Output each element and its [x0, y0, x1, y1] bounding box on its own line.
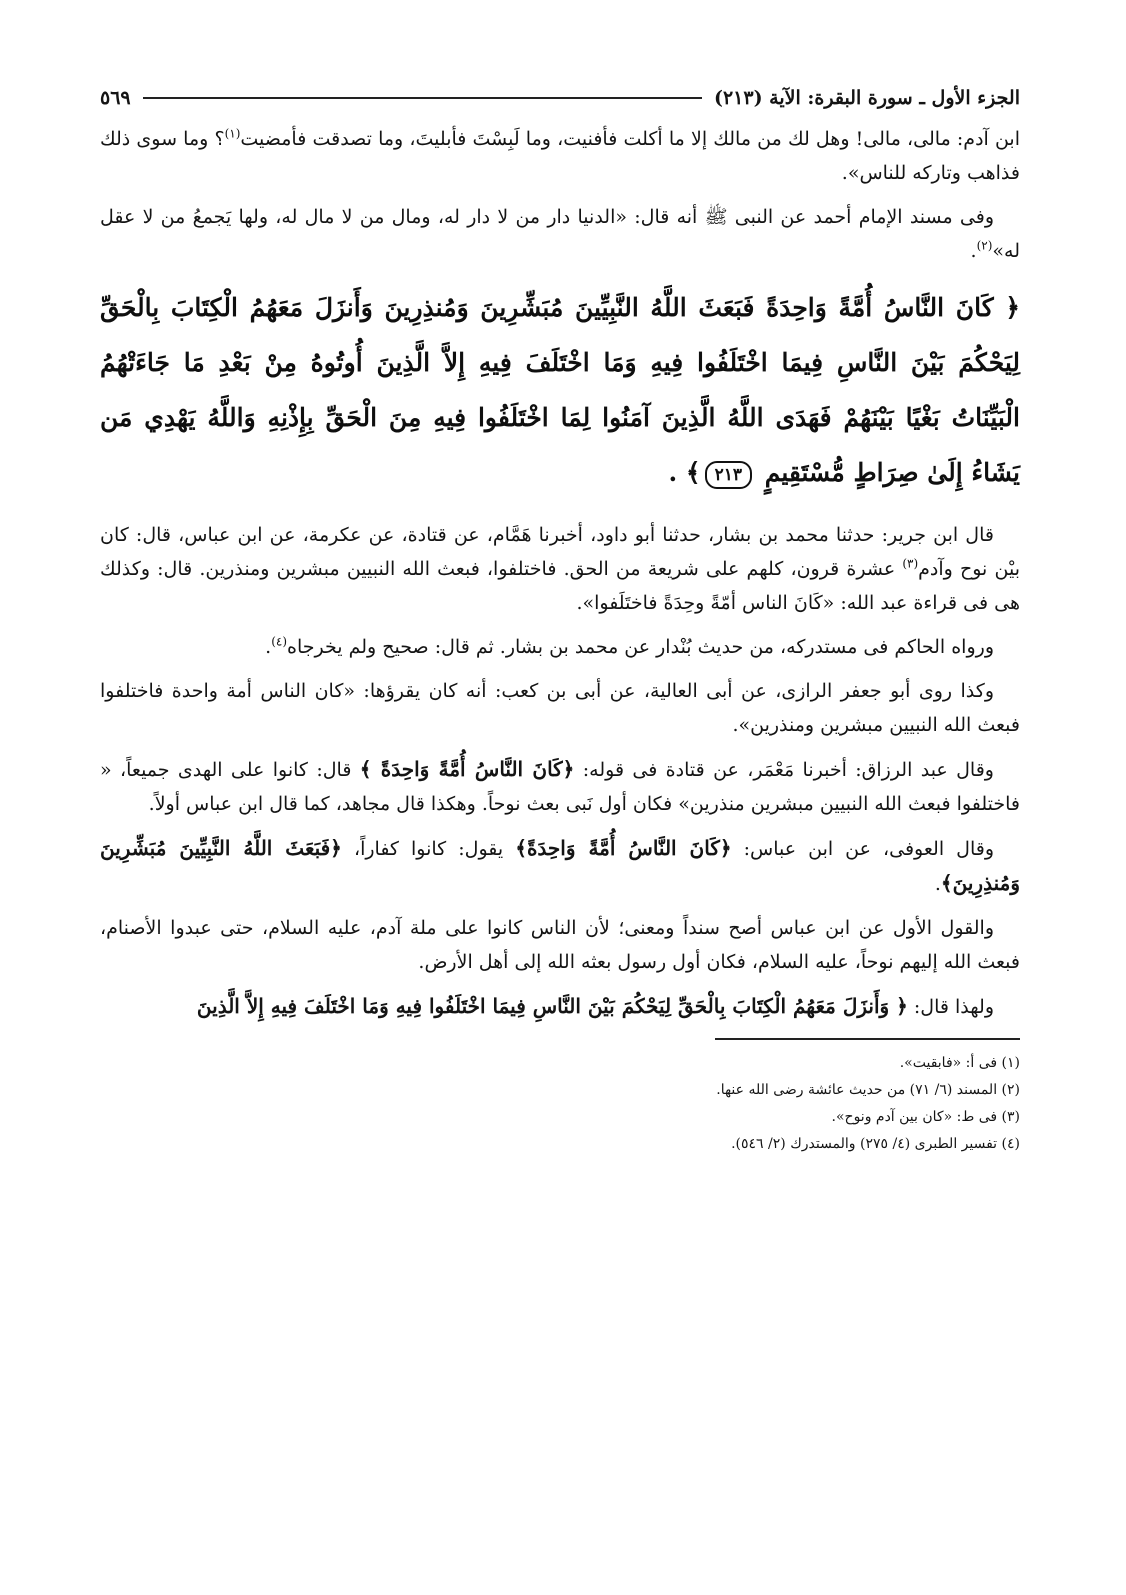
footnote-2: (٢) المسند (٦/ ٧١) من حديث عائشة رضى الله عنها. — [716, 1082, 1020, 1098]
paragraph-5 — [100, 674, 1020, 742]
footnotes — [100, 1050, 1020, 1158]
paragraph-4 — [100, 630, 1020, 664]
paragraph-9-text: ولهذا قال: — [907, 996, 994, 1018]
paragraph-9 — [100, 989, 1020, 1024]
paragraph-7-quran-quote-1: ﴿كَانَ النَّاسُ أُمَّةً وَاحِدَةً﴾ — [515, 836, 732, 860]
page-body — [100, 122, 1020, 1024]
footnote-ref-4: (٤) — [271, 634, 288, 649]
paragraph-8-text: والقول الأول عن ابن عباس أصح سنداً ومعنى؛ لأن الناس كانوا على ملة آدم، عليه السلام، حتى عبدوا الأصنام، فبعث الله إليهم نوحاً، عليه السلام، فكان أول رسول بعثه الله إلى أهل الأرض. — [100, 917, 1020, 973]
paragraph-6-quran-quote: ﴿كَانَ النَّاسُ أُمَّةً وَاحِدَةً ﴾ — [359, 757, 575, 781]
paragraph-6 — [100, 752, 1020, 821]
paragraph-7-text-a: وقال العوفى، عن ابن عباس: — [731, 838, 994, 860]
footnote-divider — [715, 1038, 1020, 1040]
book-page — [100, 78, 1020, 1158]
paragraph-1 — [100, 122, 1020, 190]
paragraph-1-tail: ؟ وما سوى ذلك فذاهب وتاركه للناس». — [100, 128, 1020, 184]
footnote-4: (٤) تفسير الطبرى (٤/ ٢٧٥) والمستدرك (٢/ ٥٤٦). — [731, 1136, 1020, 1152]
paragraph-9-quran-quote: ﴿ وَأَنزَلَ مَعَهُمُ الْكِتَابَ بِالْحَقِّ لِيَحْكُمَ بَيْنَ النَّاسِ فِيمَا اخْتَلَفُوا فِيهِ وَمَا اخْتَلَفَ فِيهِ إِلاَّ الَّذِينَ — [196, 994, 908, 1018]
paragraph-3 — [100, 518, 1020, 620]
footnote-ref-1: (١) — [224, 126, 241, 141]
footnote-ref-2: (٢) — [976, 238, 993, 253]
footnote-3: (٣) فى ط: «كان بين آدم ونوح». — [831, 1109, 1020, 1125]
verse-open-bracket: ﴿ — [1005, 293, 1020, 322]
header-rule — [143, 97, 702, 99]
paragraph-3-tail: عشرة قرون، كلهم على شريعة من الحق. فاختلفوا، فبعث الله النبيين مبشرين ومنذرين. قال: وكذلك هى فى قراءة عبد الله: «كَانَ الناس أمّةً وحِدَةً فاختَلَفوا». — [100, 558, 1020, 614]
running-header — [100, 78, 1020, 118]
header-title: الجزء الأول ـ سورة البقرة: الآية (٢١٣) — [713, 87, 1020, 109]
paragraph-4-text: ورواه الحاكم فى مستدركه، من حديث بُنْدار عن محمد بن بشار. ثم قال: صحيح ولم يخرجاه — [287, 636, 994, 658]
paragraph-5-text: وكذا روى أبو جعفر الرازى، عن أبى العالية، عن أبى بن كعب: أنه كان يقرؤها: «كان الناس أمة واحدة فاختلفوا فبعث الله النبيين مبشرين ومنذرين». — [100, 680, 1020, 736]
paragraph-7-text-c: . — [934, 873, 941, 895]
verse-close-bracket: ﴾ . — [668, 458, 701, 487]
verse-text: كَانَ النَّاسُ أُمَّةً وَاحِدَةً فَبَعَثَ اللَّهُ النَّبِيِّينَ مُبَشِّرِينَ وَمُنذِرِينَ وَأَنزَلَ مَعَهُمُ الْكِتَابَ بِالْحَقِّ لِيَحْكُمَ بَيْنَ النَّاسِ فِيمَا اخْتَلَفُوا فِيهِ وَمَا اخْتَلَفَ فِيهِ إِلاَّ الَّذِينَ أُوتُوهُ مِنْ بَعْدِ مَا جَاءَتْهُمُ الْبَيِّنَاتُ بَغْيًا بَيْنَهُمْ فَهَدَى اللَّهُ الَّذِينَ آمَنُوا لِمَا اخْتَلَفُوا فِيهِ مِنَ الْحَقِّ بِإِذْنِهِ وَاللَّهُ يَهْدِي مَن يَشَاءُ إِلَىٰ صِرَاطٍ مُّسْتَقِيمٍ — [100, 293, 1020, 487]
quran-verse-block — [100, 280, 1020, 500]
paragraph-3-text: قال ابن جرير: حدثنا محمد بن بشار، حدثنا أبو داود، أخبرنا هَمَّام، عن قتادة، عن عكرمة، عن ابن عباس، قال: كان بيْن نوح وآدم — [100, 524, 1020, 580]
paragraph-7-quran-quote-2: ﴿فَبَعَثَ اللَّهُ النَّبِيِّينَ مُبَشِّرِينَ وَمُنذِرِينَ﴾ — [100, 836, 1020, 895]
page-number: ٥٦٩ — [100, 87, 131, 109]
footnote-ref-3: (٣) — [902, 556, 919, 571]
paragraph-7 — [100, 831, 1020, 901]
verse-number-badge: ٢١٣ — [705, 461, 752, 489]
paragraph-6-text-a: وقال عبد الرزاق: أخبرنا مَعْمَر، عن قتادة فى قوله: — [574, 759, 994, 781]
paragraph-4-tail: . — [265, 636, 272, 658]
paragraph-1-text: ابن آدم: مالى، مالى! وهل لك من مالك إلا ما أكلت فأفنيت، وما لَبِسْتَ فأبليتَ، وما تصدقت فأمضيت — [240, 128, 1020, 150]
paragraph-2-tail: . — [970, 240, 977, 262]
paragraph-8 — [100, 911, 1020, 979]
paragraph-7-text-b: يقول: كانوا كفاراً، — [341, 838, 516, 860]
paragraph-6-text-b: قال: كانوا على الهدى جميعاً، « فاختلفوا فبعث الله النبيين مبشرين منذرين» فكان أول نَبى بعث نوحاً. وهكذا قال مجاهد، كما قال ابن عباس أولاً. — [100, 759, 1020, 815]
paragraph-2-text: وفى مسند الإمام أحمد عن النبى ﷺ أنه قال: «الدنيا دار من لا دار له، ومال من لا مال له، ولها يَجمعُ من لا عقل له» — [100, 206, 1020, 262]
footnote-1: (١) فى أ: «فابقيت». — [899, 1055, 1020, 1071]
paragraph-2 — [100, 200, 1020, 268]
